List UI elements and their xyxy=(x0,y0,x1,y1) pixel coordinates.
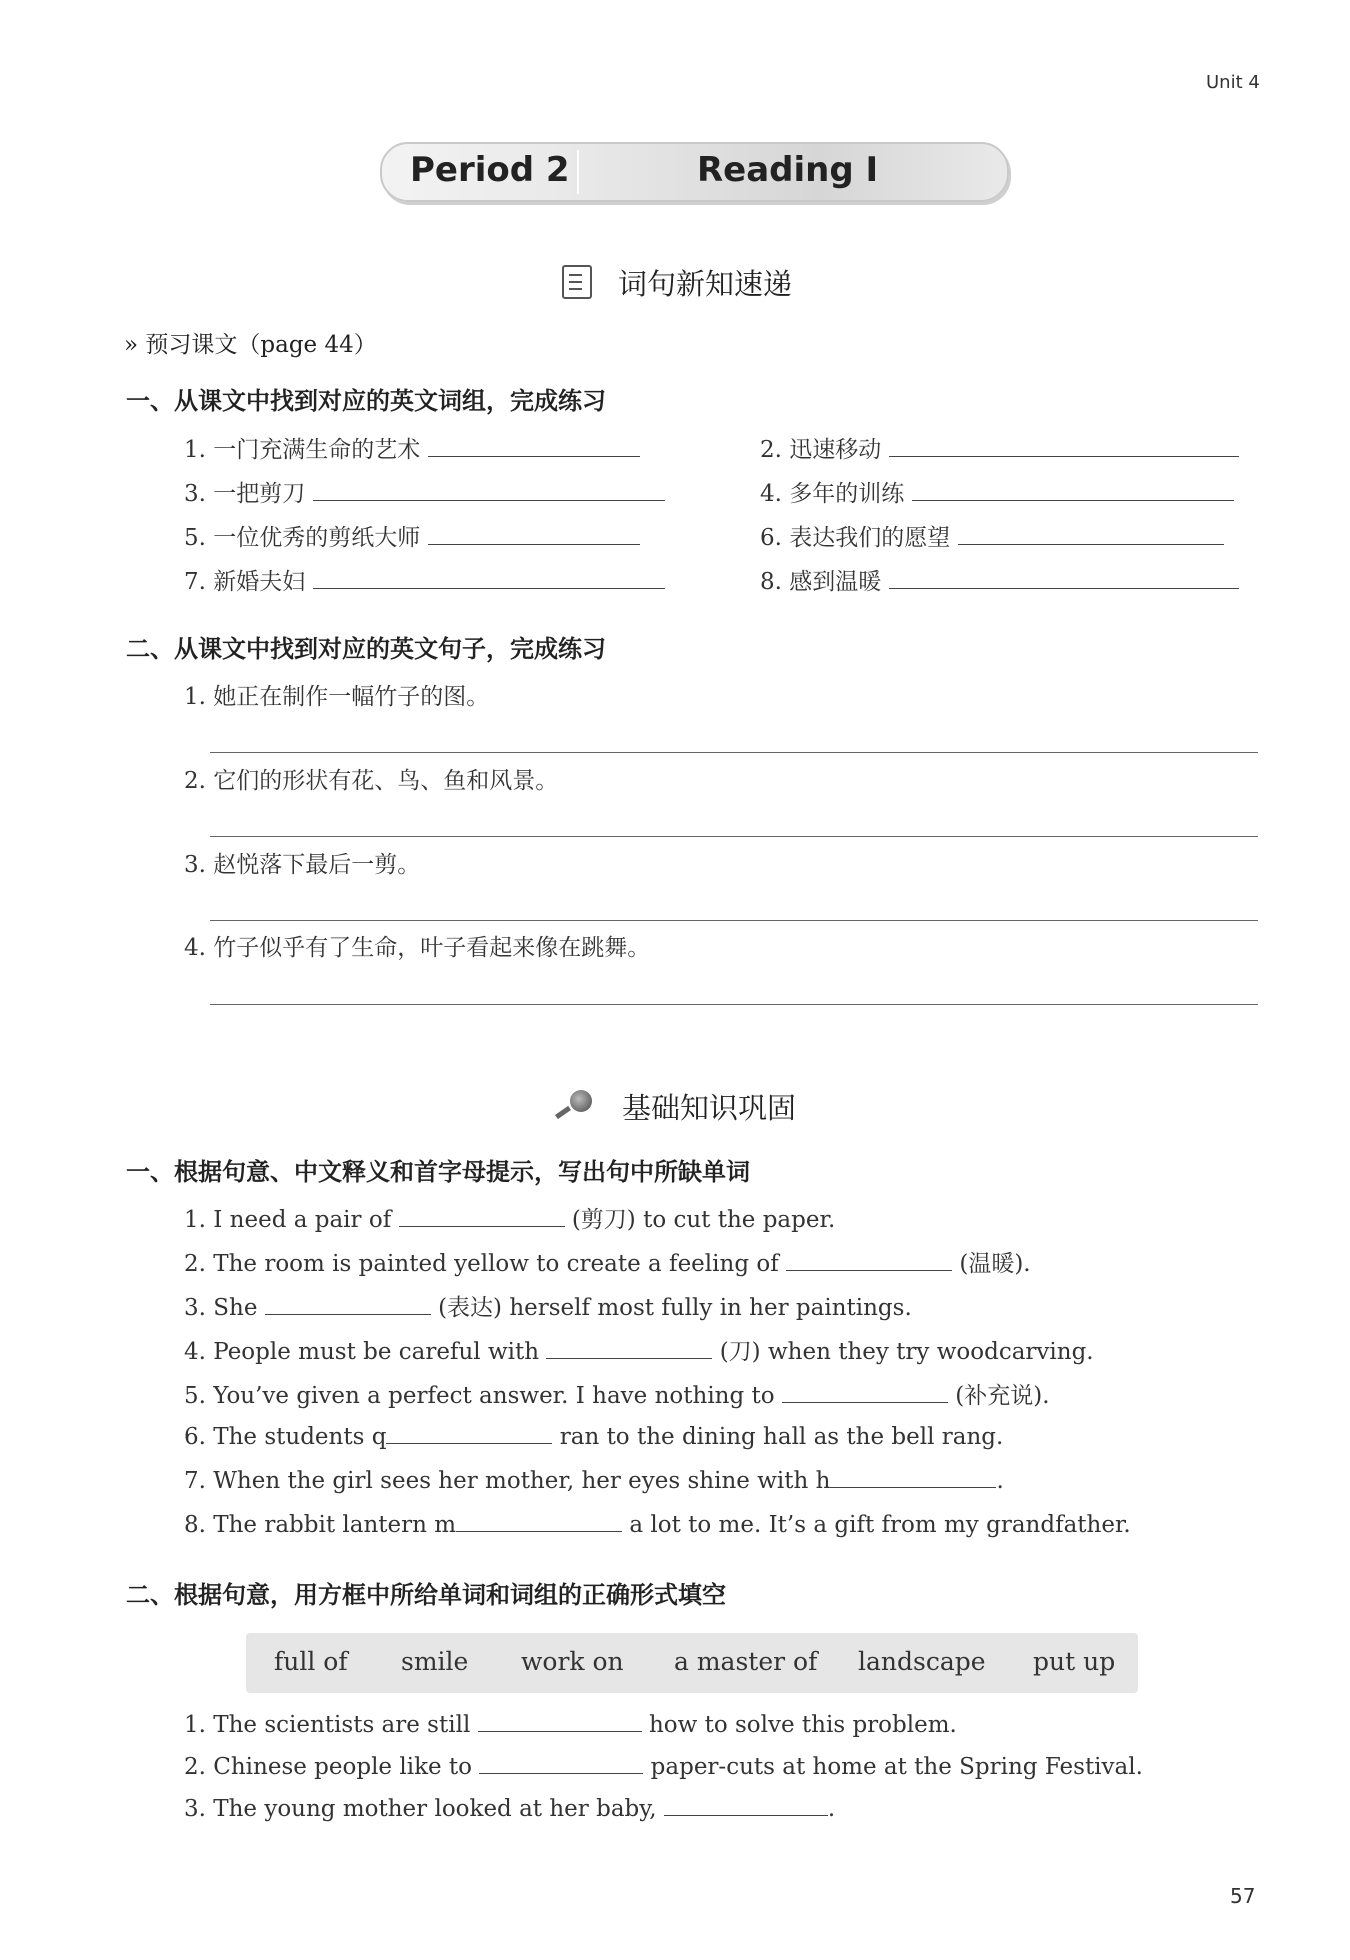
answer-blank[interactable] xyxy=(386,1421,552,1444)
fill-item: 1. The scientists are still how to solve this problem. xyxy=(184,1709,957,1738)
fill-item: 3. She (表达) herself most fully in her paintings. xyxy=(184,1289,912,1322)
period-banner xyxy=(380,142,1009,202)
answer-blank[interactable] xyxy=(428,434,640,457)
fill-item: 3. The young mother looked at her baby, . xyxy=(184,1793,835,1822)
sentence-item: 2. 它们的形状有花、鸟、鱼和风景。 xyxy=(184,768,559,794)
section1-part1-heading: 一、从课文中找到对应的英文词组，完成练习 xyxy=(126,387,606,415)
fill-item: 1. I need a pair of (剪刀) to cut the paper. xyxy=(184,1201,835,1234)
phrase-item: 3. 一把剪刀 xyxy=(184,475,665,508)
answer-blank[interactable] xyxy=(265,1292,431,1315)
banner-divider xyxy=(577,150,579,194)
phrase-item: 5. 一位优秀的剪纸大师 xyxy=(184,519,640,552)
fill-item: 4. People must be careful with (刀) when they try woodcarving. xyxy=(184,1333,1094,1366)
section1-title: 词句新知速递 xyxy=(618,267,793,301)
fill-item: 2. The room is painted yellow to create a feeling of (温暖). xyxy=(184,1245,1031,1278)
word-bank-item: work on xyxy=(521,1647,624,1676)
phrase-item: 6. 表达我们的愿望 xyxy=(760,519,1224,552)
word-bank xyxy=(246,1633,1138,1693)
answer-blank[interactable] xyxy=(782,1380,948,1403)
phrase-item: 4. 多年的训练 xyxy=(760,475,1234,508)
answer-blank[interactable] xyxy=(546,1336,712,1359)
answer-line[interactable] xyxy=(210,1004,1258,1005)
answer-blank[interactable] xyxy=(958,522,1224,545)
answer-blank[interactable] xyxy=(313,566,665,589)
section2-part2-heading: 二、根据句意，用方框中所给单词和词组的正确形式填空 xyxy=(126,1581,726,1609)
answer-blank[interactable] xyxy=(456,1509,622,1532)
phrase-item: 7. 新婚夫妇 xyxy=(184,563,665,596)
answer-line[interactable] xyxy=(210,920,1258,921)
phrase-item: 8. 感到温暖 xyxy=(760,563,1239,596)
word-bank-item: put up xyxy=(1033,1647,1116,1676)
fill-item: 5. You’ve given a perfect answer. I have nothing to (补充说). xyxy=(184,1377,1050,1410)
fill-item: 2. Chinese people like to paper-cuts at home at the Spring Festival. xyxy=(184,1751,1143,1780)
page-number: 57 xyxy=(1230,1884,1256,1908)
answer-line[interactable] xyxy=(210,836,1258,837)
phrase-item: 2. 迅速移动 xyxy=(760,431,1239,464)
fill-item: 8. The rabbit lantern m a lot to me. It’s a gift from my grandfather. xyxy=(184,1509,1131,1538)
fill-item: 7. When the girl sees her mother, her eyes shine with h . xyxy=(184,1465,1004,1494)
word-bank-item: landscape xyxy=(858,1647,986,1676)
answer-blank[interactable] xyxy=(786,1248,952,1271)
answer-blank[interactable] xyxy=(399,1204,565,1227)
answer-blank[interactable] xyxy=(664,1793,828,1816)
period-label: Period 2 xyxy=(410,150,570,190)
word-bank-item: smile xyxy=(401,1647,469,1676)
phrase-item: 1. 一门充满生命的艺术 xyxy=(184,431,640,464)
word-bank-item: full of xyxy=(274,1647,348,1676)
answer-blank[interactable] xyxy=(478,1709,642,1732)
answer-blank[interactable] xyxy=(479,1751,643,1774)
fill-item: 6. The students q ran to the dining hall as the bell rang. xyxy=(184,1421,1003,1450)
answer-blank[interactable] xyxy=(313,478,665,501)
answer-blank[interactable] xyxy=(830,1465,996,1488)
preview-hint: » 预习课文（page 44） xyxy=(124,332,377,358)
section2-title: 基础知识巩固 xyxy=(622,1091,797,1125)
magnifier-handle xyxy=(555,1106,571,1119)
section1-part2-heading: 二、从课文中找到对应的英文句子，完成练习 xyxy=(126,635,606,663)
magnifier-icon xyxy=(570,1090,592,1112)
reading-label: Reading I xyxy=(697,150,879,190)
answer-blank[interactable] xyxy=(912,478,1234,501)
answer-blank[interactable] xyxy=(889,566,1239,589)
answer-blank[interactable] xyxy=(428,522,640,545)
sentence-item: 3. 赵悦落下最后一剪。 xyxy=(184,852,421,878)
document-icon xyxy=(562,265,592,299)
answer-line[interactable] xyxy=(210,752,1258,753)
sentence-item: 1. 她正在制作一幅竹子的图。 xyxy=(184,684,490,710)
section2-part1-heading: 一、根据句意、中文释义和首字母提示，写出句中所缺单词 xyxy=(126,1158,750,1186)
unit-label: Unit 4 xyxy=(1206,72,1260,93)
sentence-item: 4. 竹子似乎有了生命，叶子看起来像在跳舞。 xyxy=(184,935,651,961)
word-bank-item: a master of xyxy=(674,1647,818,1676)
answer-blank[interactable] xyxy=(889,434,1239,457)
